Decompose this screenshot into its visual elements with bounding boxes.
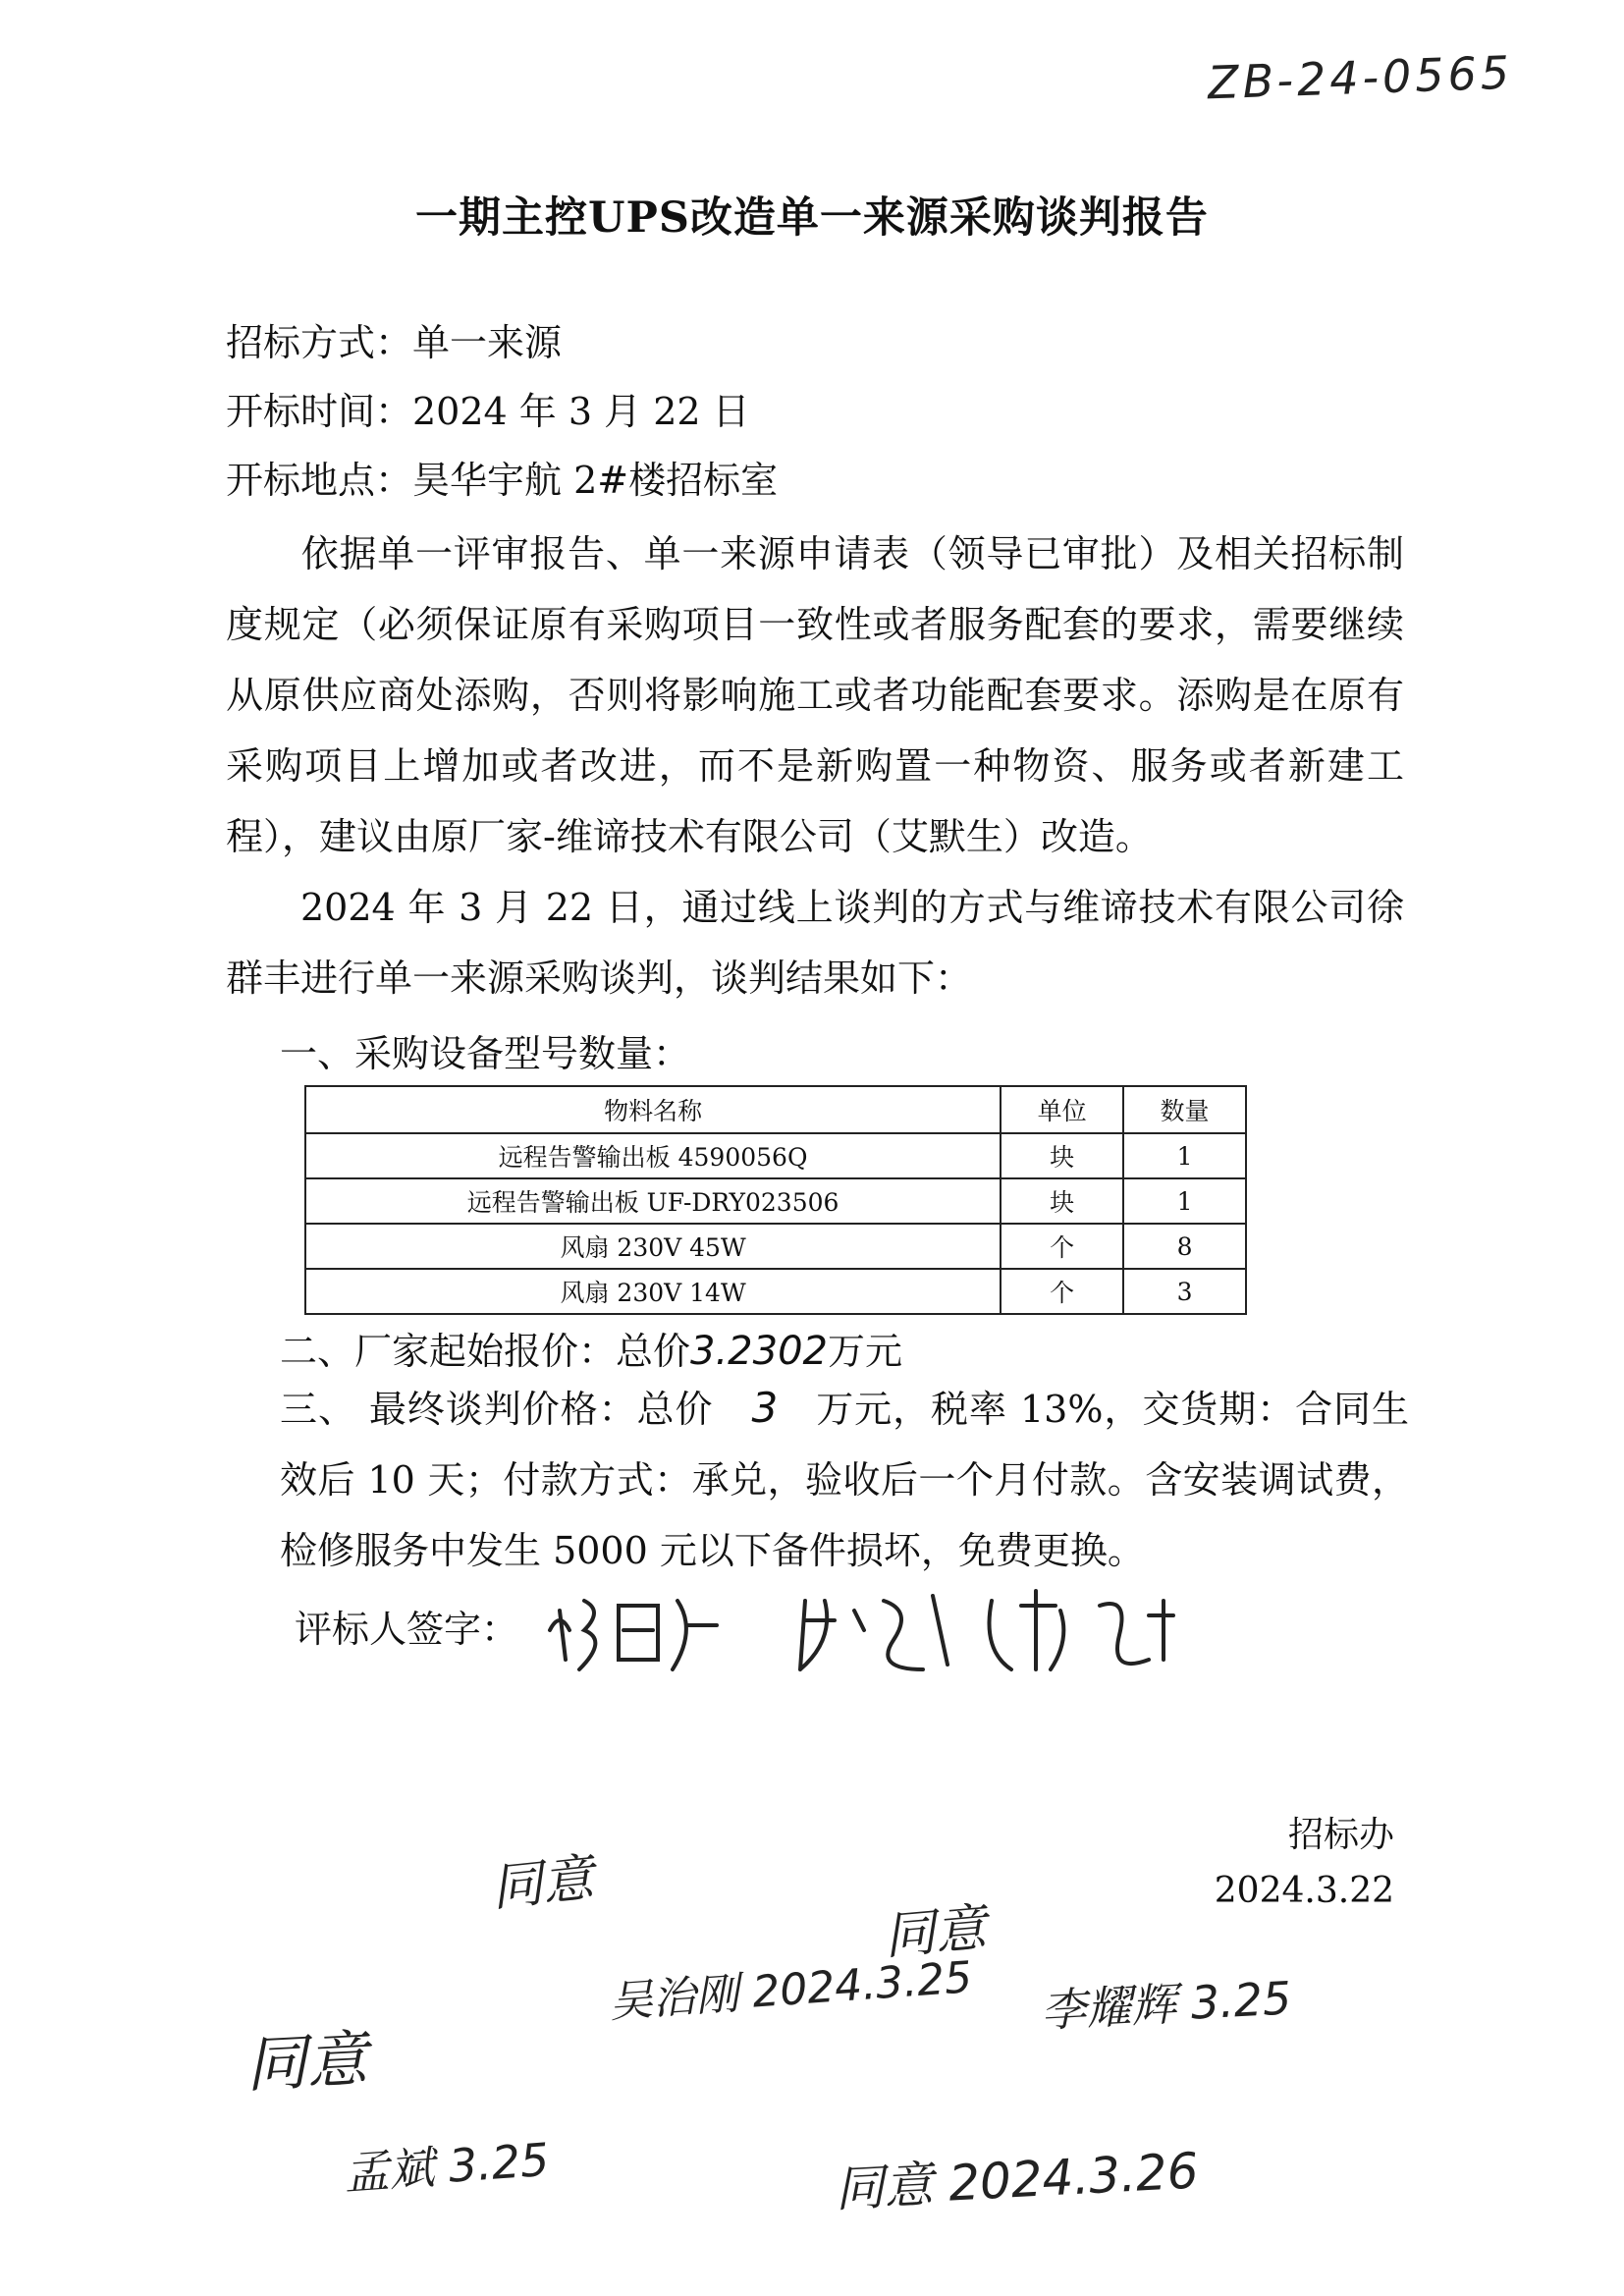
initial-quote-prefix: 二、厂家起始报价：总价 <box>280 1330 691 1373</box>
equipment-table <box>304 1085 1247 1315</box>
document-number: ZB-24-0565 <box>1207 45 1514 110</box>
approval-note: 同意 <box>244 2022 370 2102</box>
table-row <box>305 1178 1246 1224</box>
bid-method: 招标方式：单一来源 <box>226 321 563 364</box>
approval-signature: 李耀辉 3.25 <box>1039 1971 1293 2038</box>
initial-quote-suffix: 万元 <box>827 1330 902 1373</box>
signature-label: 评标人签字： <box>295 1608 519 1651</box>
header-material-name: 物料名称 <box>305 1086 1001 1133</box>
cell-unit: 个 <box>1001 1224 1123 1269</box>
approval-note: 同意 <box>488 1848 597 1919</box>
initial-quote-value: 3.2302 <box>690 1329 828 1374</box>
basis-paragraph-text: 依据单一评审报告、单一来源申请表（领导已审批）及相关招标制度规定（必须保证原有采购项目一致性或者服务配套的要求，需要继续从原供应商处添购，否则将影响施工或者功能配套要求。添购是在原有采购项目上增加或者改进，而不是新购置一种物资、服务或者新建工程），建议由原厂家-维谛技术有限公司（艾默生）改造。 <box>226 532 1404 858</box>
cell-quantity: 1 <box>1123 1133 1246 1178</box>
cell-quantity: 3 <box>1123 1269 1246 1314</box>
bid-place: 开标地点：昊华宇航 2#楼招标室 <box>226 459 779 502</box>
cell-unit: 块 <box>1001 1178 1123 1224</box>
negotiation-paragraph <box>226 872 1404 1013</box>
report-date: 2024.3.22 <box>1214 1871 1394 1911</box>
table-row <box>305 1269 1246 1314</box>
approval-signature: 孟斌 3.25 <box>342 2132 551 2201</box>
cell-material-name: 风扇 230V 14W <box>305 1269 1001 1314</box>
section-equipment-heading: 一、采购设备型号数量： <box>280 1032 691 1075</box>
basis-paragraph <box>226 519 1404 872</box>
header-quantity: 数量 <box>1123 1086 1246 1133</box>
header-unit: 单位 <box>1001 1086 1123 1133</box>
section-final-price <box>280 1373 1409 1586</box>
cell-unit: 个 <box>1001 1269 1123 1314</box>
final-price-value: 3 <box>751 1384 779 1432</box>
page-title: 一期主控UPS改造单一来源采购谈判报告 <box>415 193 1209 243</box>
cell-unit: 块 <box>1001 1133 1123 1178</box>
section-initial-quote <box>280 1321 902 1375</box>
cell-quantity: 1 <box>1123 1178 1246 1224</box>
approval-note: 同意 <box>882 1898 989 1967</box>
cell-material-name: 远程告警输出板 4590056Q <box>305 1133 1001 1178</box>
table-row <box>305 1133 1246 1178</box>
table-header-row <box>305 1086 1246 1133</box>
bid-time: 开标时间：2024 年 3 月 22 日 <box>226 390 750 433</box>
approval-signature: 同意 2024.3.26 <box>833 2142 1200 2218</box>
cell-material-name: 风扇 230V 45W <box>305 1224 1001 1269</box>
table-row <box>305 1224 1246 1269</box>
final-price-prefix: 三、 最终谈判价格：总价 <box>280 1388 714 1431</box>
cell-material-name: 远程告警输出板 UF-DRY023506 <box>305 1178 1001 1224</box>
cell-quantity: 8 <box>1123 1224 1246 1269</box>
evaluator-signatures-graphic <box>530 1571 1237 1709</box>
final-price-suffix: 万元，税率 13%，交货期：合同生效后 10 天；付款方式：承兑，验收后一个月付款。含安装调试费，检修服务中发生 5000 元以下备件损坏，免费更换。 <box>280 1388 1409 1572</box>
negotiation-paragraph-text: 2024 年 3 月 22 日，通过线上谈判的方式与维谛技术有限公司徐群丰进行单一来源采购谈判，谈判结果如下： <box>226 886 1404 1000</box>
approval-signature: 吴治刚 2024.3.25 <box>607 1952 974 2028</box>
bidding-office: 招标办 <box>1287 1815 1394 1855</box>
